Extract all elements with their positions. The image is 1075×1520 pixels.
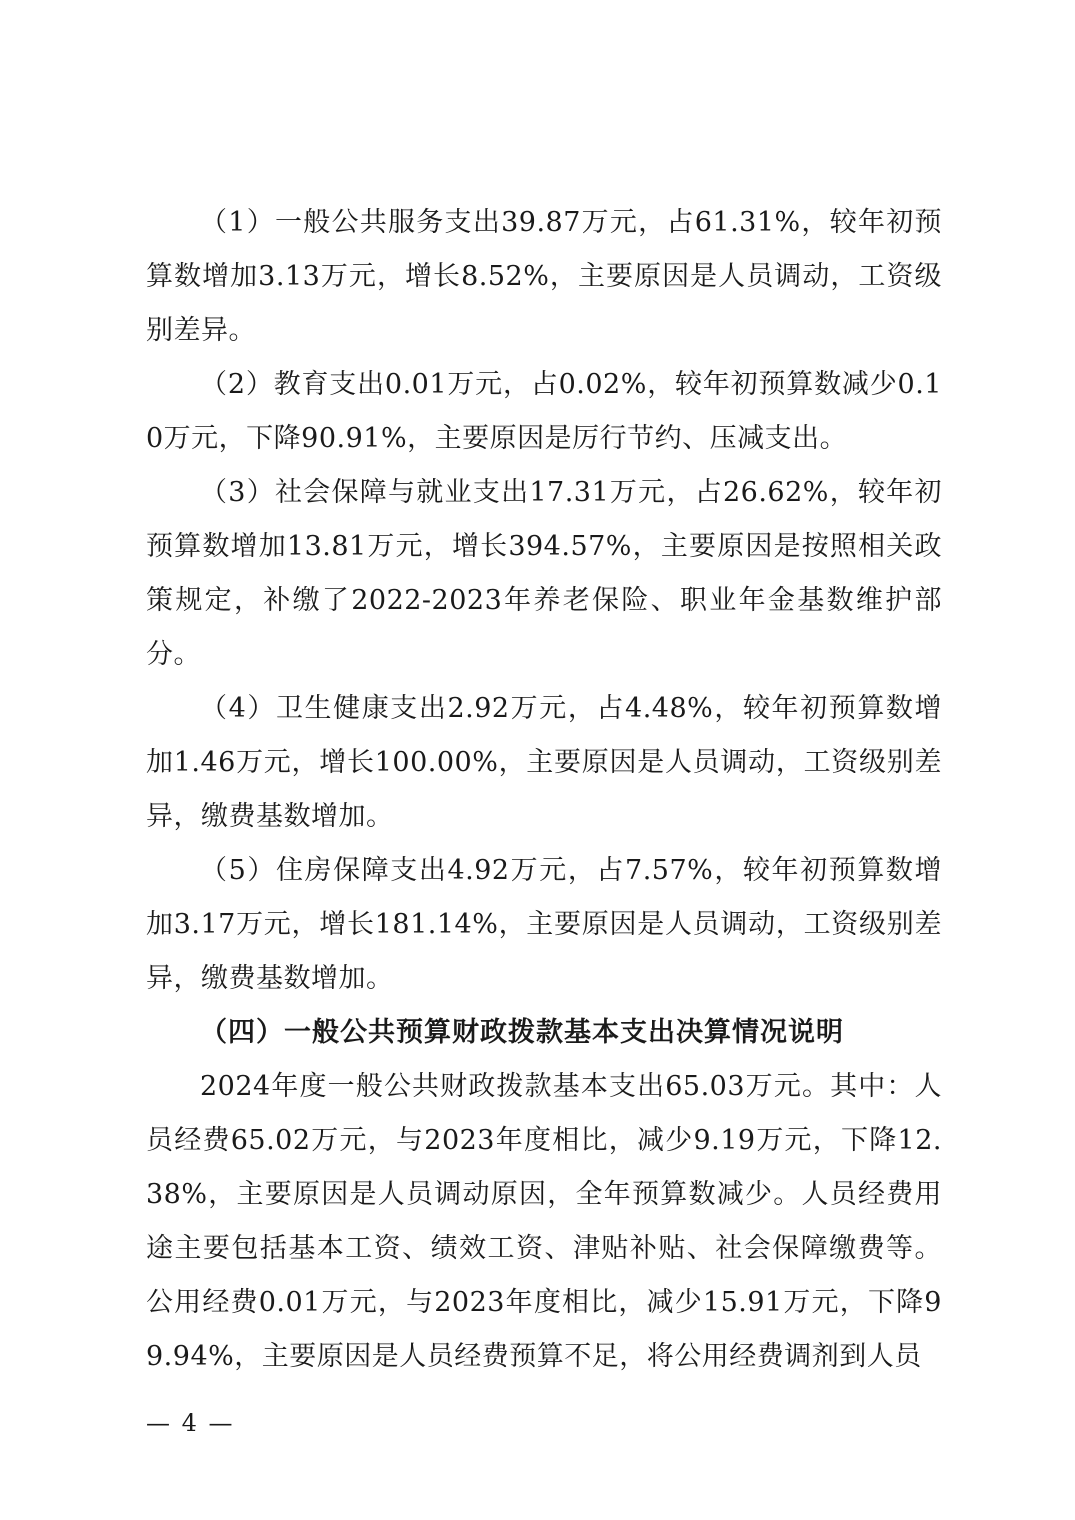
paragraph-housing: （5）住房保障支出4.92万元，占7.57%，较年初预算数增加3.17万元，增长181.14%，主要原因是人员调动，工资级别差异，缴费基数增加。 (146, 855, 942, 994)
paragraph-general-public-services: （1）一般公共服务支出39.87万元，占61.31%，较年初预算数增加3.13万元，增长8.52%，主要原因是人员调动，工资级别差异。 (146, 207, 942, 346)
paragraph-health: （4）卫生健康支出2.92万元，占4.48%，较年初预算数增加1.46万元，增长100.00%，主要原因是人员调动，工资级别差异，缴费基数增加。 (146, 693, 942, 832)
page-content (146, 196, 942, 1384)
paragraph-social-security: （3）社会保障与就业支出17.31万元，占26.62%，较年初预算数增加13.81万元，增长394.57%，主要原因是按照相关政策规定，补缴了2022-2023年养老保险、职业年金基数维护部分。 (146, 477, 942, 670)
paragraph-education: （2）教育支出0.01万元，占0.02%，较年初预算数减少0.10万元，下降90.91%，主要原因是厉行节约、压减支出。 (146, 369, 942, 454)
page-number: — 4 — (146, 1409, 235, 1437)
section-heading: （四）一般公共预算财政拨款基本支出决算情况说明 (200, 1017, 844, 1048)
section-body-paragraph: 2024年度一般公共财政拨款基本支出65.03万元。其中：人员经费65.02万元，与2023年度相比，减少9.19万元，下降12.38%，主要原因是人员调动原因，全年预算数减少。人员经费用途主要包括基本工资、绩效工资、津贴补贴、社会保障缴费等。公用经费0.01万元，与2023年度相比，减少15.91万元，下降99.94%，主要原因是人员经费预算不足，将公用经费调剂到人员 (146, 1071, 942, 1372)
